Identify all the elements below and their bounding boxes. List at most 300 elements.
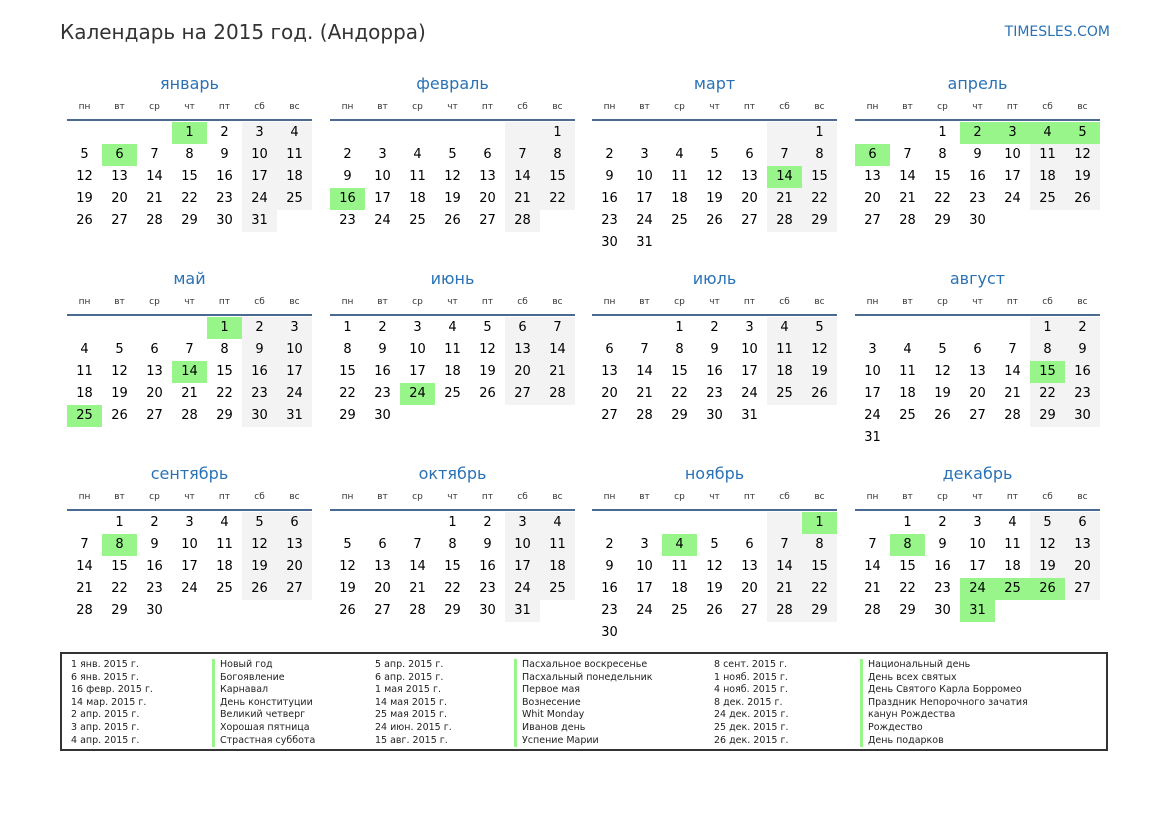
day-cell: 18 bbox=[76, 386, 93, 401]
day-cell: 2 bbox=[605, 537, 614, 552]
day-cell: 30 bbox=[242, 405, 277, 427]
day-cell: 16 bbox=[374, 364, 391, 379]
day-cell: 2 bbox=[938, 515, 947, 530]
weekday-header bbox=[592, 486, 837, 511]
legend-entry: 6 янв. 2015 г. bbox=[71, 671, 139, 683]
legend-entry: Праздник Непорочного зачатия bbox=[868, 696, 1028, 708]
day-cell: 22 bbox=[899, 581, 916, 596]
weekday-label: вт bbox=[114, 297, 125, 307]
day-cell: 19 bbox=[76, 191, 93, 206]
weekday-label: пт bbox=[481, 102, 494, 112]
day-cell: 1 bbox=[343, 320, 352, 335]
empty-day bbox=[662, 512, 697, 534]
legend-entry: 25 дек. 2015 г. bbox=[714, 721, 789, 733]
weekday-header bbox=[855, 486, 1100, 511]
weekday-label: пн bbox=[603, 297, 616, 307]
day-cell: 23 bbox=[146, 581, 163, 596]
day-cell: 29 bbox=[802, 600, 837, 622]
day-cell: 29 bbox=[181, 213, 198, 228]
day-cell: 23 bbox=[374, 386, 391, 401]
day-cell: 25 bbox=[540, 578, 575, 600]
day-cell: 18 bbox=[899, 386, 916, 401]
day-cell: 28 bbox=[636, 408, 653, 423]
weekday-label: ср bbox=[412, 297, 423, 307]
day-cell: 4 bbox=[220, 515, 229, 530]
day-cell: 27 bbox=[741, 603, 758, 618]
day-cell: 22 bbox=[1030, 383, 1065, 405]
legend-entry: День всех святых bbox=[868, 671, 957, 683]
weekday-label: пт bbox=[481, 297, 494, 307]
legend-entry: 14 мая 2015 г. bbox=[375, 696, 448, 708]
day-cell: 17 bbox=[636, 191, 653, 206]
month-name: декабрь bbox=[942, 464, 1013, 483]
day-cell: 13 bbox=[277, 534, 312, 556]
day-cell: 22 bbox=[216, 386, 233, 401]
month-name: ноябрь bbox=[684, 464, 745, 483]
weekday-label: сб bbox=[517, 102, 528, 112]
day-cell: 18 bbox=[671, 581, 688, 596]
day-cell: 17 bbox=[242, 166, 277, 188]
day-cell: 30 bbox=[146, 603, 163, 618]
holiday-day: 8 bbox=[890, 534, 925, 556]
month-12 bbox=[855, 462, 1100, 622]
day-cell: 6 bbox=[745, 537, 754, 552]
weekday-label: чт bbox=[184, 102, 195, 112]
legend-entry: 8 сент. 2015 г. bbox=[714, 659, 788, 670]
holiday-day: 6 bbox=[102, 144, 137, 166]
day-cell: 17 bbox=[277, 361, 312, 383]
day-cell: 19 bbox=[934, 386, 951, 401]
day-cell: 10 bbox=[277, 339, 312, 361]
legend-entry: Whit Monday bbox=[522, 709, 585, 721]
day-cell: 3 bbox=[378, 147, 387, 162]
day-cell: 27 bbox=[741, 213, 758, 228]
day-cell: 9 bbox=[1065, 339, 1100, 361]
day-cell: 5 bbox=[80, 147, 89, 162]
day-cell: 23 bbox=[479, 581, 496, 596]
day-cell: 22 bbox=[540, 188, 575, 210]
empty-day bbox=[365, 122, 400, 144]
day-cell: 31 bbox=[864, 430, 881, 445]
day-cell: 18 bbox=[671, 191, 688, 206]
day-cell: 25 bbox=[671, 603, 688, 618]
day-cell: 27 bbox=[374, 603, 391, 618]
weekday-label: чт bbox=[972, 297, 983, 307]
weekday-label: пт bbox=[218, 297, 231, 307]
day-cell: 11 bbox=[1004, 537, 1021, 552]
day-cell: 6 bbox=[277, 512, 312, 534]
day-cell: 4 bbox=[540, 512, 575, 534]
weekday-label: пт bbox=[743, 297, 756, 307]
day-cell: 26 bbox=[444, 213, 461, 228]
day-cell: 13 bbox=[601, 364, 618, 379]
day-cell: 21 bbox=[767, 578, 802, 600]
day-cell: 21 bbox=[767, 188, 802, 210]
weekday-label: ср bbox=[937, 297, 948, 307]
weekday-label: вт bbox=[639, 102, 650, 112]
day-cell: 3 bbox=[505, 512, 540, 534]
day-cell: 31 bbox=[741, 408, 758, 423]
legend-entry: Новый год bbox=[220, 659, 273, 670]
day-cell: 20 bbox=[969, 386, 986, 401]
weekday-label: вт bbox=[377, 297, 388, 307]
day-cell: 13 bbox=[1065, 534, 1100, 556]
weekday-label: ср bbox=[149, 297, 160, 307]
day-cell: 6 bbox=[483, 147, 492, 162]
day-cell: 30 bbox=[601, 235, 618, 250]
legend-names-col-3 bbox=[860, 659, 1028, 747]
day-cell: 13 bbox=[111, 169, 128, 184]
day-cell: 23 bbox=[969, 191, 986, 206]
weekday-label: вс bbox=[289, 102, 300, 112]
legend-entry: Вознесение bbox=[522, 696, 581, 708]
day-cell: 15 bbox=[934, 169, 951, 184]
empty-day bbox=[102, 122, 137, 144]
day-cell: 14 bbox=[409, 559, 426, 574]
day-cell: 12 bbox=[1065, 144, 1100, 166]
day-cell: 28 bbox=[505, 210, 540, 232]
day-cell: 23 bbox=[934, 581, 951, 596]
day-cell: 13 bbox=[505, 339, 540, 361]
day-cell: 23 bbox=[1065, 383, 1100, 405]
day-cell: 4 bbox=[448, 320, 457, 335]
day-cell: 11 bbox=[1030, 144, 1065, 166]
day-cell: 7 bbox=[185, 342, 194, 357]
day-cell: 6 bbox=[605, 342, 614, 357]
day-cell: 29 bbox=[671, 408, 688, 423]
holiday-day: 26 bbox=[1030, 578, 1065, 600]
holiday-day: 4 bbox=[1030, 122, 1065, 144]
day-cell: 12 bbox=[706, 169, 723, 184]
month-10 bbox=[330, 462, 575, 622]
legend-entry: Пасхальный понедельник bbox=[522, 671, 653, 683]
day-cell: 7 bbox=[413, 537, 422, 552]
site-link[interactable]: TIMESLES.COM bbox=[1004, 24, 1110, 40]
day-cell: 24 bbox=[374, 213, 391, 228]
day-cell: 1 bbox=[448, 515, 457, 530]
day-cell: 21 bbox=[899, 191, 916, 206]
day-cell: 4 bbox=[277, 122, 312, 144]
weekday-label: пн bbox=[866, 297, 879, 307]
day-cell: 24 bbox=[864, 408, 881, 423]
day-cell: 1 bbox=[1030, 317, 1065, 339]
month-name: апрель bbox=[947, 74, 1008, 93]
month-4 bbox=[855, 72, 1100, 232]
legend-entry: 14 мар. 2015 г. bbox=[71, 696, 147, 708]
legend-entry: Рождество bbox=[868, 721, 923, 733]
legend-entry: День Святого Карла Борромео bbox=[868, 684, 1022, 696]
weekday-label: сб bbox=[1042, 492, 1053, 502]
day-cell: 20 bbox=[505, 361, 540, 383]
day-cell: 8 bbox=[220, 342, 229, 357]
day-cell: 24 bbox=[741, 386, 758, 401]
month-name: октябрь bbox=[418, 464, 487, 483]
day-cell: 25 bbox=[409, 213, 426, 228]
day-cell: 13 bbox=[741, 559, 758, 574]
holiday-day: 6 bbox=[855, 144, 890, 166]
day-cell: 11 bbox=[444, 342, 461, 357]
weekday-label: вт bbox=[114, 102, 125, 112]
day-cell: 29 bbox=[934, 213, 951, 228]
day-cell: 16 bbox=[934, 559, 951, 574]
day-cell: 17 bbox=[181, 559, 198, 574]
legend-entry: 25 мая 2015 г. bbox=[375, 709, 448, 721]
day-cell: 30 bbox=[479, 603, 496, 618]
days-grid bbox=[855, 122, 1100, 232]
legend-entry: Пасхальное воскресенье bbox=[522, 659, 648, 670]
day-cell: 2 bbox=[1065, 317, 1100, 339]
day-cell: 1 bbox=[938, 125, 947, 140]
day-cell: 11 bbox=[767, 339, 802, 361]
day-cell: 14 bbox=[146, 169, 163, 184]
weekday-label: пт bbox=[218, 102, 231, 112]
weekday-label: чт bbox=[972, 102, 983, 112]
day-cell: 24 bbox=[636, 603, 653, 618]
empty-day bbox=[592, 122, 627, 144]
day-cell: 7 bbox=[80, 537, 89, 552]
day-cell: 15 bbox=[802, 166, 837, 188]
month-name: февраль bbox=[416, 74, 489, 93]
empty-day bbox=[67, 512, 102, 534]
month-name: август bbox=[949, 269, 1006, 288]
day-cell: 19 bbox=[706, 581, 723, 596]
day-cell: 7 bbox=[540, 317, 575, 339]
weekday-header bbox=[67, 486, 312, 511]
day-cell: 22 bbox=[111, 581, 128, 596]
day-cell: 28 bbox=[76, 603, 93, 618]
holiday-day: 3 bbox=[995, 122, 1030, 144]
day-cell: 12 bbox=[934, 364, 951, 379]
day-cell: 9 bbox=[378, 342, 387, 357]
day-cell: 22 bbox=[181, 191, 198, 206]
day-cell: 14 bbox=[76, 559, 93, 574]
day-cell: 26 bbox=[339, 603, 356, 618]
day-cell: 17 bbox=[741, 364, 758, 379]
weekday-label: пн bbox=[341, 492, 354, 502]
empty-day bbox=[67, 122, 102, 144]
weekday-label: сб bbox=[1042, 102, 1053, 112]
weekday-label: вс bbox=[1077, 102, 1088, 112]
month-name: март bbox=[693, 74, 736, 93]
day-cell: 18 bbox=[767, 361, 802, 383]
day-cell: 20 bbox=[1065, 556, 1100, 578]
day-cell: 5 bbox=[242, 512, 277, 534]
weekday-label: пн bbox=[78, 492, 91, 502]
day-cell: 4 bbox=[675, 147, 684, 162]
day-cell: 10 bbox=[864, 364, 881, 379]
weekday-label: сб bbox=[254, 492, 265, 502]
day-cell: 16 bbox=[216, 169, 233, 184]
day-cell: 18 bbox=[1004, 559, 1021, 574]
day-cell: 21 bbox=[505, 188, 540, 210]
day-cell: 18 bbox=[216, 559, 233, 574]
holiday-day: 25 bbox=[995, 578, 1030, 600]
legend-entry: Национальный день bbox=[868, 659, 971, 670]
weekday-label: пн bbox=[866, 492, 879, 502]
day-cell: 26 bbox=[934, 408, 951, 423]
calendar-grid bbox=[67, 0, 1101, 650]
legend-entry: канун Рождества bbox=[868, 709, 956, 721]
day-cell: 13 bbox=[969, 364, 986, 379]
day-cell: 5 bbox=[1030, 512, 1065, 534]
empty-day bbox=[137, 122, 172, 144]
day-cell: 1 bbox=[675, 320, 684, 335]
month-name: сентябрь bbox=[150, 464, 229, 483]
legend-entry: 24 дек. 2015 г. bbox=[714, 709, 789, 721]
day-cell: 22 bbox=[444, 581, 461, 596]
day-cell: 23 bbox=[242, 383, 277, 405]
empty-day bbox=[995, 317, 1030, 339]
month-6 bbox=[330, 267, 575, 427]
day-cell: 14 bbox=[1004, 364, 1021, 379]
empty-day bbox=[470, 122, 505, 144]
legend-dates-col-2 bbox=[375, 659, 452, 747]
weekday-label: пт bbox=[1006, 297, 1019, 307]
legend-names-col-1 bbox=[212, 659, 315, 747]
day-cell: 13 bbox=[864, 169, 881, 184]
day-cell: 16 bbox=[146, 559, 163, 574]
days-grid bbox=[67, 317, 312, 427]
weekday-label: ср bbox=[412, 492, 423, 502]
day-cell: 2 bbox=[242, 317, 277, 339]
day-cell: 16 bbox=[601, 191, 618, 206]
day-cell: 24 bbox=[1004, 191, 1021, 206]
day-cell: 15 bbox=[540, 166, 575, 188]
day-cell: 21 bbox=[146, 191, 163, 206]
empty-day bbox=[697, 122, 732, 144]
day-cell: 31 bbox=[636, 235, 653, 250]
day-cell: 9 bbox=[150, 537, 159, 552]
day-cell: 29 bbox=[111, 603, 128, 618]
day-cell: 22 bbox=[671, 386, 688, 401]
day-cell: 1 bbox=[802, 122, 837, 144]
weekday-label: сб bbox=[779, 492, 790, 502]
day-cell: 3 bbox=[185, 515, 194, 530]
day-cell: 8 bbox=[1030, 339, 1065, 361]
legend-entry: 6 апр. 2015 г. bbox=[375, 671, 444, 683]
day-cell: 6 bbox=[150, 342, 159, 357]
holiday-day: 1 bbox=[207, 317, 242, 339]
weekday-label: сб bbox=[254, 297, 265, 307]
legend-entry: Первое мая bbox=[522, 684, 580, 696]
day-cell: 9 bbox=[242, 339, 277, 361]
empty-day bbox=[855, 122, 890, 144]
day-cell: 12 bbox=[706, 559, 723, 574]
weekday-header bbox=[330, 96, 575, 121]
day-cell: 5 bbox=[802, 317, 837, 339]
day-cell: 20 bbox=[741, 581, 758, 596]
weekday-label: ср bbox=[674, 492, 685, 502]
day-cell: 4 bbox=[413, 147, 422, 162]
weekday-label: чт bbox=[709, 102, 720, 112]
day-cell: 12 bbox=[339, 559, 356, 574]
day-cell: 26 bbox=[1065, 188, 1100, 210]
day-cell: 4 bbox=[903, 342, 912, 357]
day-cell: 30 bbox=[374, 408, 391, 423]
empty-day bbox=[137, 317, 172, 339]
day-cell: 31 bbox=[242, 210, 277, 232]
day-cell: 19 bbox=[242, 556, 277, 578]
day-cell: 5 bbox=[710, 537, 719, 552]
day-cell: 10 bbox=[636, 169, 653, 184]
day-cell: 17 bbox=[409, 364, 426, 379]
day-cell: 9 bbox=[605, 559, 614, 574]
empty-day bbox=[400, 512, 435, 534]
weekday-label: вт bbox=[377, 492, 388, 502]
day-cell: 29 bbox=[339, 408, 356, 423]
weekday-label: вс bbox=[552, 492, 563, 502]
day-cell: 26 bbox=[76, 213, 93, 228]
day-cell: 28 bbox=[1004, 408, 1021, 423]
month-1 bbox=[67, 72, 312, 232]
holiday-day: 1 bbox=[172, 122, 207, 144]
day-cell: 11 bbox=[671, 169, 688, 184]
empty-day bbox=[102, 317, 137, 339]
legend-entry: 24 июн. 2015 г. bbox=[375, 721, 452, 733]
day-cell: 2 bbox=[710, 320, 719, 335]
holiday-day: 5 bbox=[1065, 122, 1100, 144]
legend-entry: 5 апр. 2015 г. bbox=[375, 659, 444, 670]
day-cell: 26 bbox=[242, 578, 277, 600]
day-cell: 22 bbox=[339, 386, 356, 401]
day-cell: 16 bbox=[242, 361, 277, 383]
legend-entry: Успение Марии bbox=[522, 734, 599, 746]
day-cell: 5 bbox=[115, 342, 124, 357]
page-title: Календарь на 2015 год. (Андорра) bbox=[60, 20, 426, 44]
day-cell: 11 bbox=[899, 364, 916, 379]
day-cell: 17 bbox=[864, 386, 881, 401]
legend-entry: 2 апр. 2015 г. bbox=[71, 709, 140, 721]
days-grid bbox=[330, 122, 575, 232]
day-cell: 7 bbox=[767, 534, 802, 556]
day-cell: 27 bbox=[146, 408, 163, 423]
day-cell: 10 bbox=[1004, 147, 1021, 162]
day-cell: 5 bbox=[448, 147, 457, 162]
day-cell: 11 bbox=[409, 169, 426, 184]
weekday-header bbox=[330, 291, 575, 316]
empty-day bbox=[767, 512, 802, 534]
weekday-label: пт bbox=[218, 492, 231, 502]
day-cell: 23 bbox=[706, 386, 723, 401]
day-cell: 25 bbox=[444, 386, 461, 401]
day-cell: 21 bbox=[1004, 386, 1021, 401]
day-cell: 9 bbox=[483, 537, 492, 552]
day-cell: 5 bbox=[938, 342, 947, 357]
day-cell: 10 bbox=[374, 169, 391, 184]
day-cell: 30 bbox=[601, 625, 618, 640]
day-cell: 21 bbox=[76, 581, 93, 596]
day-cell: 2 bbox=[605, 147, 614, 162]
day-cell: 21 bbox=[864, 581, 881, 596]
empty-day bbox=[365, 512, 400, 534]
empty-day bbox=[767, 122, 802, 144]
empty-day bbox=[960, 317, 995, 339]
day-cell: 13 bbox=[374, 559, 391, 574]
holiday-day: 25 bbox=[67, 405, 102, 427]
day-cell: 29 bbox=[899, 603, 916, 618]
day-cell: 27 bbox=[479, 213, 496, 228]
day-cell: 15 bbox=[339, 364, 356, 379]
empty-day bbox=[855, 512, 890, 534]
day-cell: 30 bbox=[934, 603, 951, 618]
weekday-label: ср bbox=[674, 102, 685, 112]
days-grid bbox=[592, 317, 837, 427]
day-cell: 31 bbox=[505, 600, 540, 622]
weekday-label: пн bbox=[341, 297, 354, 307]
day-cell: 9 bbox=[343, 169, 352, 184]
day-cell: 14 bbox=[864, 559, 881, 574]
day-cell: 12 bbox=[111, 364, 128, 379]
